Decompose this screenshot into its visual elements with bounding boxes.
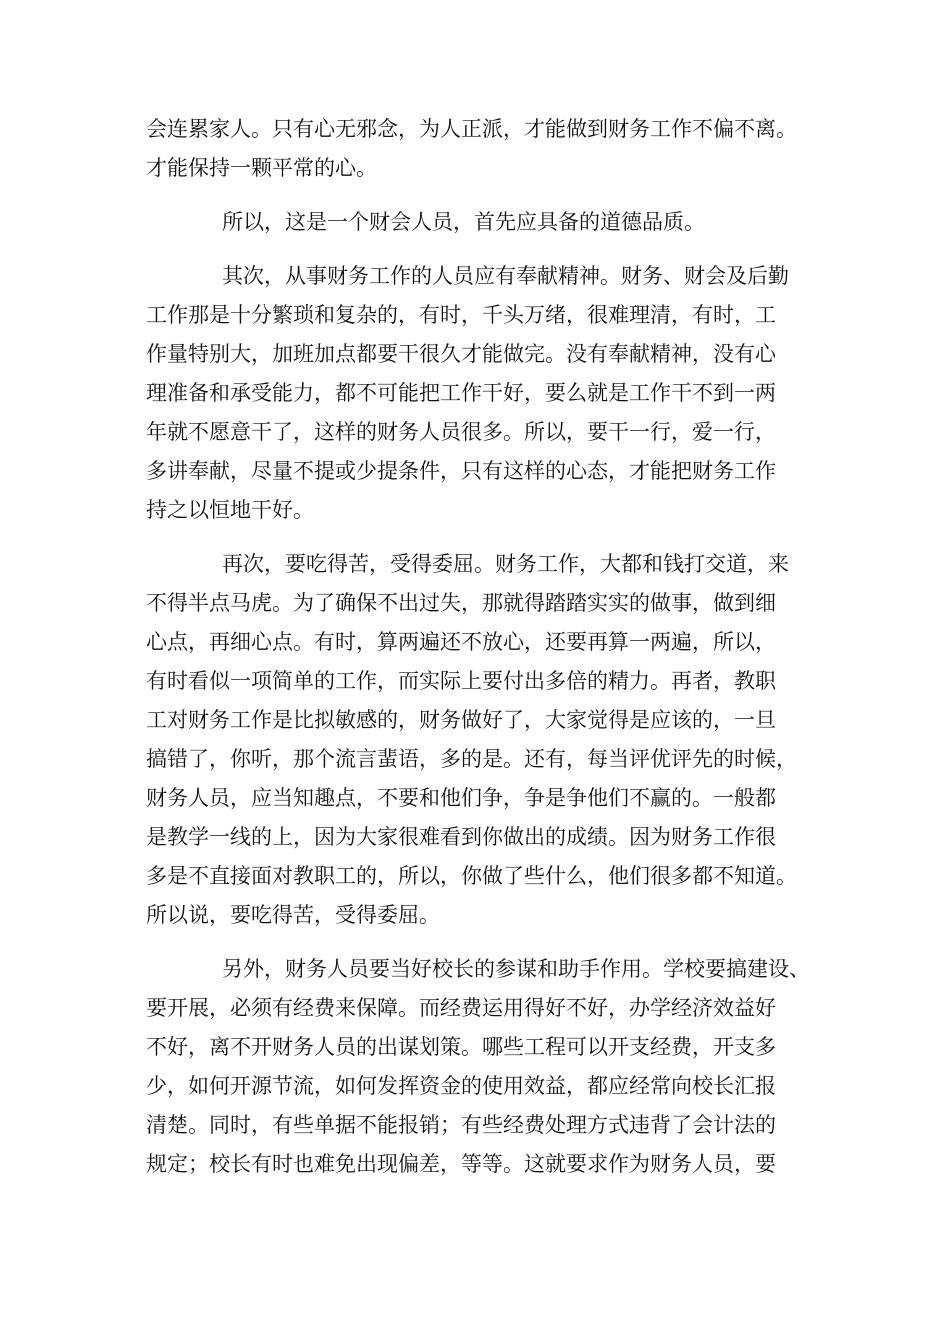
text-line: 心点，再细心点。有时，算两遍还不放心，还要再算一两遍，所以， (146, 630, 776, 654)
text-line: 不得半点马虎。为了确保不出过失，那就得踏踏实实的做事，做到细 (146, 591, 776, 615)
text-line: 规定；校长有时也难免出现偏差，等等。这就要求作为财务人员，要 (146, 1152, 776, 1176)
text-line: 财务人员，应当知趣点，不要和他们争，争是争他们不赢的。一般都 (146, 786, 776, 810)
text-line: 清楚。同时，有些单据不能报销；有些经费处理方式违背了会计法的 (146, 1113, 776, 1137)
text-line: 工作那是十分繁琐和复杂的，有时，千头万绪，很难理清，有时，工 (146, 303, 776, 327)
paragraph-first-line: 其次，从事财务工作的人员应有奉献精神。财务、财会及后勤 (222, 264, 789, 288)
paragraph-first-line: 再次，要吃得苦，受得委屈。财务工作，大都和钱打交道，来 (222, 552, 789, 576)
paragraph-first-line: 另外，财务人员要当好校长的参谋和助手作用。学校要搞建设、 (222, 957, 810, 981)
text-line: 是教学一线的上，因为大家很难看到你做出的成绩。因为财务工作很 (146, 825, 776, 849)
text-line: 年就不愿意干了，这样的财务人员很多。所以，要干一行，爱一行， (146, 420, 776, 444)
text-line: 要开展，必须有经费来保障。而经费运用得好不好，办学经济效益好 (146, 996, 776, 1020)
text-line: 有时看似一项简单的工作，而实际上要付出多倍的精力。再者，教职 (146, 669, 776, 693)
text-line: 工对财务工作是比拟敏感的，财务做好了，大家觉得是应该的，一旦 (146, 708, 776, 732)
text-line: 多是不直接面对教职工的，所以，你做了些什么，他们很多都不知道。 (146, 864, 797, 888)
text-line: 搞错了，你听，那个流言蜚语，多的是。还有，每当评优评先的时候， (146, 747, 797, 771)
paragraph-first-line: 所以，这是一个财会人员，首先应具备的道德品质。 (222, 210, 705, 234)
text-line: 会连累家人。只有心无邪念，为人正派，才能做到财务工作不偏不离。 (146, 117, 797, 141)
text-line: 理准备和承受能力，都不可能把工作干好，要么就是工作干不到一两 (146, 381, 776, 405)
text-line: 才能保持一颗平常的心。 (146, 156, 377, 180)
text-line: 作量特别大，加班加点都要干很久才能做完。没有奉献精神，没有心 (146, 342, 776, 366)
text-line: 持之以恒地干好。 (146, 498, 314, 522)
text-line: 少，如何开源节流，如何发挥资金的使用效益，都应经常向校长汇报 (146, 1074, 776, 1098)
text-line: 所以说，要吃得苦，受得委屈。 (146, 903, 440, 927)
text-line: 不好，离不开财务人员的出谋划策。哪些工程可以开支经费，开支多 (146, 1035, 776, 1059)
text-line: 多讲奉献，尽量不提或少提条件，只有这样的心态，才能把财务工作 (146, 459, 776, 483)
